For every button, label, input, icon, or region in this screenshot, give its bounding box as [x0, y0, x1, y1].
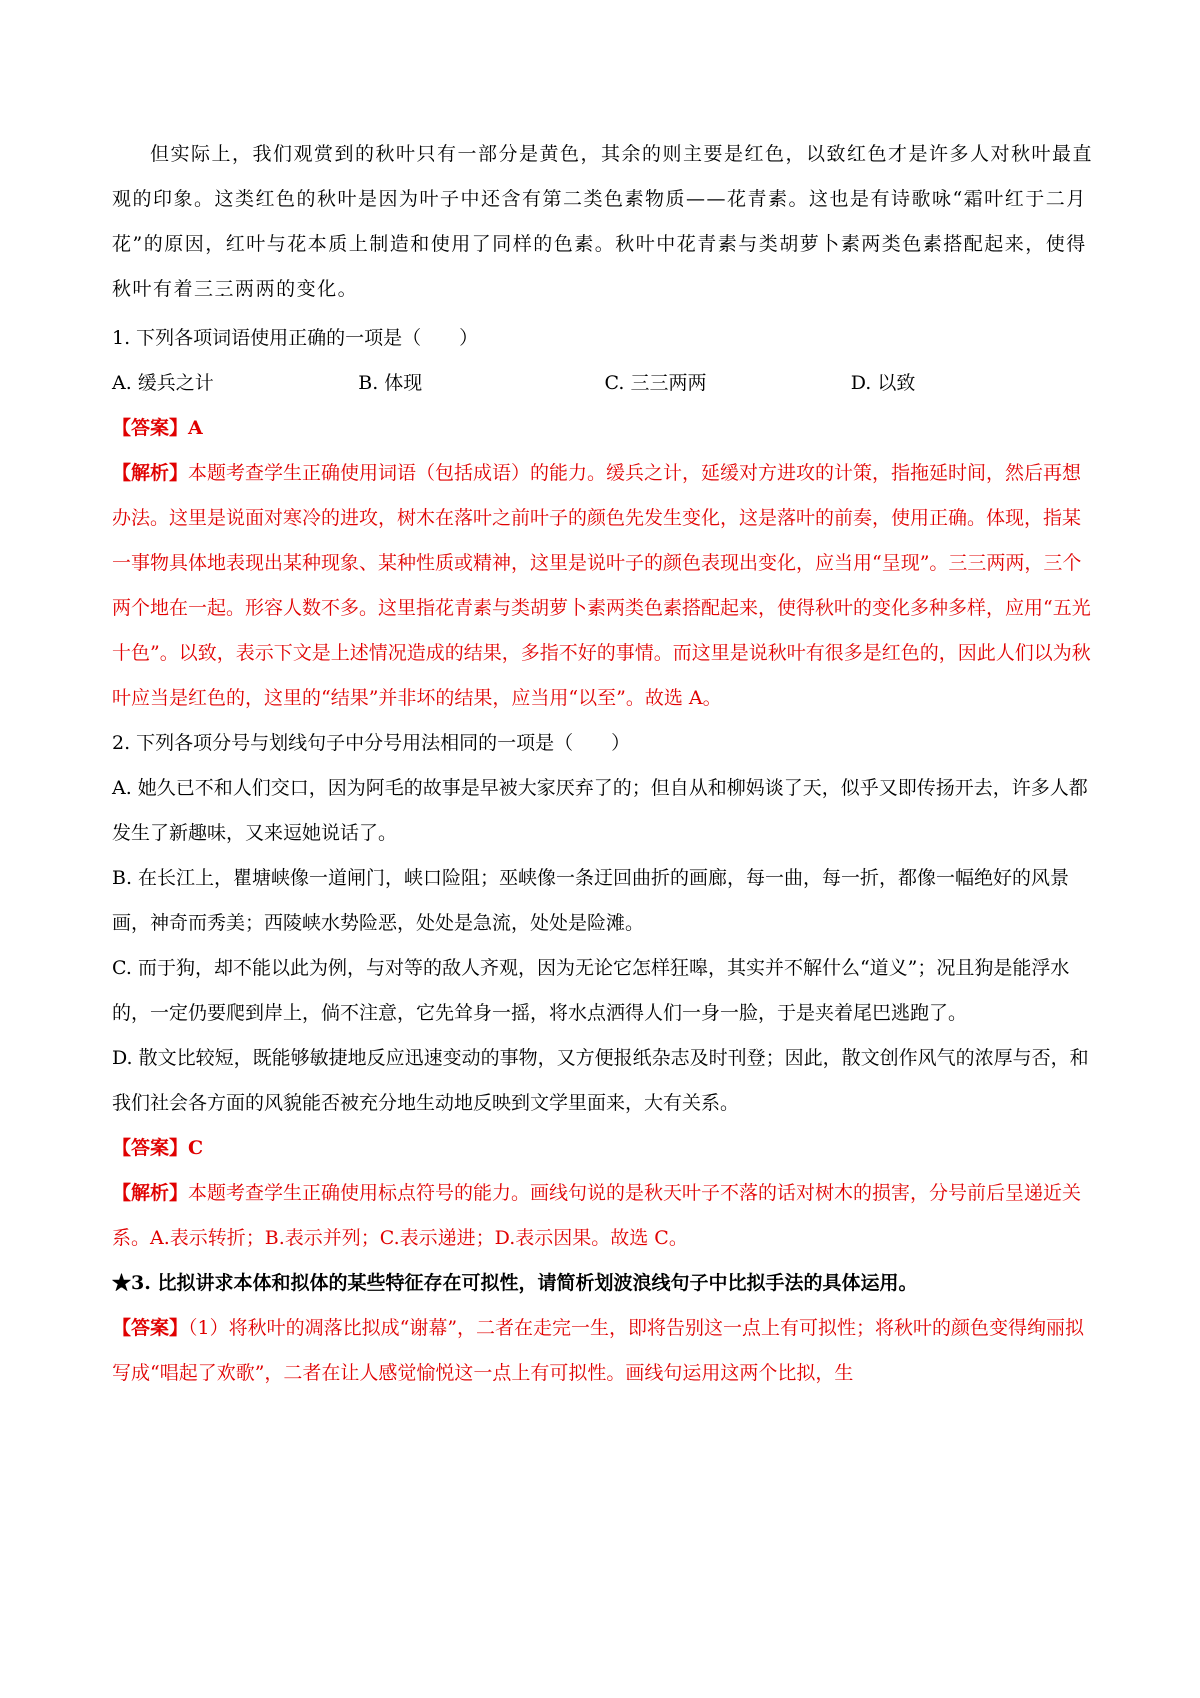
option-a: A. 缓兵之计 [112, 372, 214, 394]
passage-text: 但实际上，我们观赏到的秋叶只有一部分是黄色，其余的则主要是红色， [150, 143, 807, 165]
question-2-option-b: B. 在长江上，瞿塘峡像一道闸门，峡口险阻；巫峡像一条迂回曲折的画廊，每一曲，每一折，都像一幅绝好的风景画，神奇而秀美；西陵峡水势险恶，处处是急流，处处是险滩。 [112, 867, 1070, 934]
dotted-char: 致 [826, 143, 848, 165]
question-1-answer [112, 406, 1097, 451]
option-b: B. 体现 [358, 372, 423, 394]
question-2-option-c: C. 而于狗，却不能以此为例，与对等的敌人齐观，因为无论它怎样狂嗥，其实并不解什么“道义”；况且狗是能浮水的，一定仍要爬到岸上，倘不注意，它先耸身一摇，将水点洒得人们一身一脸，于是夹着尾巴逃跑了。 [112, 957, 1070, 1024]
question-2-analysis [112, 1171, 1097, 1261]
analysis-tag: 【解析】 [112, 1182, 189, 1204]
analysis-tag: 【解析】 [112, 462, 189, 484]
dotted-char: 两 [255, 278, 277, 300]
question-1-stem: 1. 下列各项词语使用正确的一项是（ ） [112, 327, 479, 349]
question-2-answer [112, 1126, 1097, 1171]
dotted-word-sansanliangliang [194, 278, 276, 300]
answer-text: （1）将秋叶的凋落比拟成“谢幕”，二者在走完一生，即将告别这一点上有可拟性；将秋叶的颜色变得绚丽拟写成“唱起了欢歌”，二者在让人感觉愉悦这一点上有可拟性。画线句运用这两个比拟，生 [112, 1317, 1085, 1384]
analysis-text: 本题考查学生正确使用词语（包括成语）的能力。缓兵之计，延缓对方进攻的计策，指拖延时间，然后再想办法。这里是说面对寒冷的进攻，树木在落叶之前叶子的颜色先发生变化，这是落叶的前奏，使用正确。体现，指某一事物具体地表现出某种现象、某种性质或精神，这里是说叶子的颜色表现出变化，应当用“呈现”。三三两两，三个两个地在一起。形容人数不多。这里指花青素与类胡萝卜素两类色素搭配起来，使得秋叶的变化多种多样，应用“五光十色”。以致，表示下文是上述情况造成的结果，多指不好的事情。而这里是说秋叶有很多是红色的，因此人们以为秋叶应当是红色的，这里的“结果”并非坏的结果，应当用“以至”。故选 A。 [112, 462, 1091, 709]
answer-tag: 【答案】 [112, 1137, 189, 1159]
question-2-option-a: A. 她久已不和人们交口，因为阿毛的故事是早被大家厌弃了的；但自从和柳妈谈了天，似乎又即传扬开去，许多人都发生了新趣味，又来逗她说话了。 [112, 777, 1088, 844]
question-2-option-d: D. 散文比较短，既能够敏捷地反应迅速变动的事物，又方便报纸杂志及时刊登；因此，散文创作风气的浓厚与否，和我们社会各方面的风貌能否被充分地生动地反映到文学里面来，大有关系。 [112, 1047, 1089, 1114]
dotted-char: 以 [806, 143, 827, 165]
question-3-answer [112, 1306, 1097, 1396]
document-page [112, 132, 1097, 1396]
question-2-stem: 2. 下列各项分号与划线句子中分号用法相同的一项是（ ） [112, 732, 631, 754]
answer-value: A [188, 417, 203, 439]
passage-paragraph [112, 132, 1097, 312]
answer-value: C [188, 1137, 204, 1159]
dotted-word-yizhi [806, 143, 847, 165]
option-d: D. 以致 [850, 372, 916, 394]
dotted-char: 三 [194, 278, 215, 300]
dotted-char: 三 [214, 278, 236, 300]
question-1-options [112, 361, 1097, 406]
passage-text: 的变化。 [276, 278, 359, 300]
answer-tag: 【答案】 [112, 417, 189, 439]
analysis-text: 本题考查学生正确使用标点符号的能力。画线句说的是秋天叶子不落的话对树木的损害，分号前后呈递近关系。A.表示转折；B.表示并列；C.表示递进；D.表示因果。故选 C。 [112, 1182, 1082, 1249]
question-3-stem: ★3. 比拟讲求本体和拟体的某些特征存在可拟性，请简析划波浪线句子中比拟手法的具体运用。 [112, 1272, 918, 1294]
passage-text: 红色才是许多人对秋叶最直观的印象。这类红色的秋叶是因为叶子中还含有第二类色素物质——花青素。这也是有诗歌咏“霜叶红于二月花”的原因，红叶与花本质上制造和使用了同样的色素。秋叶中花青素与类胡萝卜素两类色素搭配起来，使得秋叶有着 [112, 143, 1094, 300]
dotted-char: 两 [235, 278, 256, 300]
answer-tag: 【答案】 [112, 1317, 189, 1339]
option-c: C. 三三两两 [604, 372, 707, 394]
question-1-analysis [112, 451, 1097, 721]
